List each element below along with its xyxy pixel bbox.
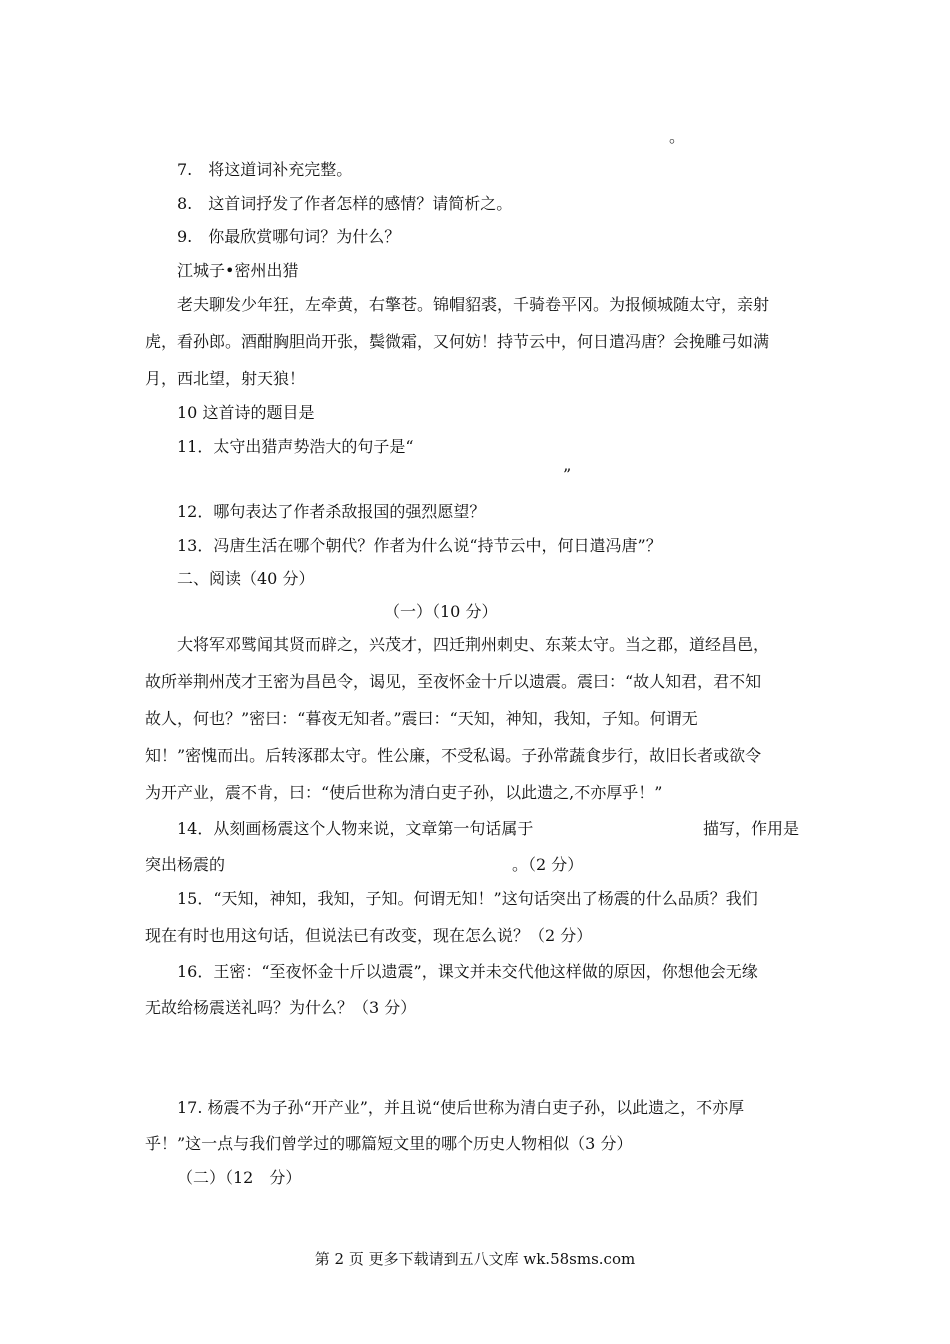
question-14-part-c: 突出杨震的	[145, 855, 226, 874]
page-footer: 第 2 页 更多下载请到五八文库 wk.58sms.com	[314, 1250, 636, 1268]
part-1-heading: （一）（10 分）	[384, 602, 498, 621]
question-14-part-b: 描写，作用是	[703, 819, 800, 838]
question-17-line-2: 乎！”这一点与我们曾学过的哪篇短文里的哪个历史人物相似（3 分）	[145, 1134, 633, 1153]
question-16-line-1: 16．王密：“至夜怀金十斤以遗震”，课文并未交代他这样做的原因，你想他会无缘	[177, 962, 758, 981]
question-14-part-a: 14．从刻画杨震这个人物来说，文章第一句话属于	[177, 819, 534, 838]
question-14-part-d: 。（2 分）	[512, 855, 584, 874]
question-9: 9. 你最欣赏哪句词？为什么？	[177, 227, 401, 246]
poem-line-1: 老夫聊发少年狂，左牵黄，右擎苍。锦帽貂裘，千骑卷平冈。为报倾城随太守，亲射	[177, 295, 770, 314]
passage-line-3: 故人，何也？”密曰：“暮夜无知者。”震曰：“天知，神知，我知，子知。何谓无	[145, 709, 698, 728]
question-16-line-2: 无故给杨震送礼吗？为什么？（3 分）	[145, 998, 417, 1017]
passage-line-4: 知！”密愧而出。后转涿郡太守。性公廉，不受私谒。子孙常蔬食步行，故旧长者或欲令	[145, 746, 762, 765]
passage-line-1: 大将军邓骘闻其贤而辟之，兴茂才，四迁荆州刺史、东莱太守。当之郡，道经昌邑，	[177, 635, 770, 654]
question-11: 11．太守出猎声势浩大的句子是“	[177, 437, 414, 456]
question-15-line-2: 现在有时也用这句话，但说法已有改变，现在怎么说？（2 分）	[145, 926, 593, 945]
question-12: 12．哪句表达了作者杀敌报国的强烈愿望？	[177, 502, 486, 521]
poem-title: 江城子•密州出猎	[177, 261, 299, 280]
question-15-line-1: 15．“天知，神知，我知，子知。何谓无知！”这句话突出了杨震的什么品质？我们	[177, 889, 758, 908]
poem-line-3: 月，西北望，射天狼！	[145, 369, 306, 388]
question-17-line-1: 17. 杨震不为子孙“开产业”，并且说“使后世称为清白吏子孙，以此遗之，不亦厚	[177, 1098, 745, 1117]
question-13: 13．冯唐生活在哪个朝代？作者为什么说“持节云中，何日遣冯唐”？	[177, 536, 662, 555]
question-10: 10 这首诗的题目是	[177, 403, 315, 422]
question-11-close-quote: ”	[563, 465, 572, 484]
section-2-heading: 二、阅读（40 分）	[177, 569, 315, 588]
question-7: 7. 将这道词补充完整。	[177, 160, 353, 179]
passage-line-5: 为开产业，震不肯，曰：“使后世称为清白吏子孙，以此遗之,不亦厚乎！”	[145, 783, 663, 802]
poem-line-2: 虎，看孙郎。酒酣胸胆尚开张，鬓微霜，又何妨！持节云中，何日遣冯唐？会挽雕弓如满	[145, 332, 770, 351]
question-8: 8. 这首词抒发了作者怎样的感情？请简析之。	[177, 194, 513, 213]
stray-dot: 。	[669, 127, 686, 146]
part-2-heading: （二）（12 分）	[177, 1168, 302, 1187]
passage-line-2: 故所举荆州茂才王密为昌邑令，谒见，至夜怀金十斤以遗震。震曰：“故人知君，君不知	[145, 672, 762, 691]
